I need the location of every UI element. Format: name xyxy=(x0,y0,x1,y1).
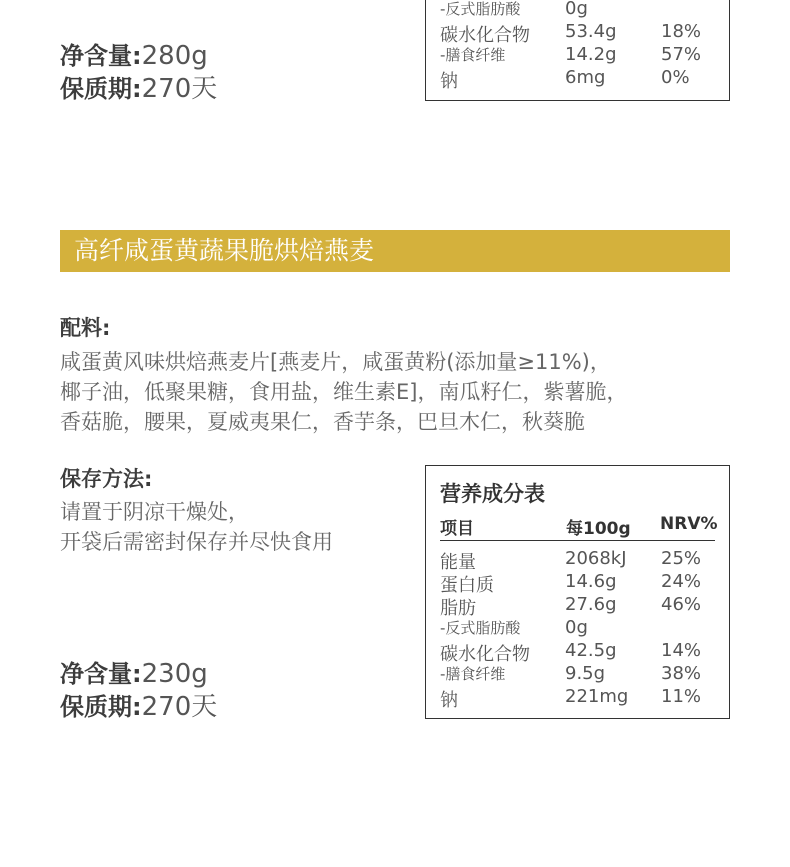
nutrient-name: 碳水化合物 xyxy=(440,644,530,665)
product-title-banner xyxy=(60,230,730,272)
top-net-weight-value: 280g xyxy=(141,41,208,71)
top-shelf-life xyxy=(60,73,217,105)
nutrient-nrv: 18% xyxy=(661,21,702,42)
shelf-life-label: 保质期: xyxy=(60,693,142,721)
nutrient-per100g: 221mg xyxy=(565,686,629,707)
nutrient-nrv: 11% xyxy=(661,686,702,707)
nutrient-name: 能量 xyxy=(440,552,476,573)
nutrient-per100g: 14.6g xyxy=(565,571,617,592)
nutrition-table-title: 营养成分表 xyxy=(440,482,545,506)
top-net-weight xyxy=(60,40,208,72)
shelf-life-value: 270天 xyxy=(141,692,218,722)
nutrient-per100g: 0g xyxy=(565,617,588,638)
storage-line: 开袋后需密封保存并尽快食用 xyxy=(60,530,333,554)
nutrition-header-per100g: 每100g xyxy=(566,519,631,539)
ingredients-line: 咸蛋黄风味烘焙燕麦片[燕麦片，咸蛋黄粉(添加量≥11%)， xyxy=(60,350,611,374)
ingredients-line: 香菇脆，腰果，夏威夷果仁，香芋条，巴旦木仁，秋葵脆 xyxy=(60,410,585,434)
nutrient-nrv: 57% xyxy=(661,44,702,65)
nutrient-nrv: 24% xyxy=(661,571,702,592)
nutrient-name: 蛋白质 xyxy=(440,575,494,596)
nutrient-nrv: 25% xyxy=(661,548,702,569)
nutrition-header-nrv: NRV% xyxy=(660,514,718,534)
nutrient-name: 碳水化合物 xyxy=(440,25,530,46)
nutrient-per100g: 6mg xyxy=(565,67,606,88)
ingredients-line: 椰子油，低聚果糖，食用盐，维生素E]，南瓜籽仁，紫薯脆， xyxy=(60,380,628,404)
top-shelf-life-value: 270天 xyxy=(141,74,218,104)
nutrient-per100g: 27.6g xyxy=(565,594,617,615)
nutrient-per100g: 2068kJ xyxy=(565,548,627,569)
net-weight-value: 230g xyxy=(141,659,208,689)
nutrient-name: 钠 xyxy=(440,71,458,92)
nutrient-per100g: 42.5g xyxy=(565,640,617,661)
nutrient-name: -膳食纤维 xyxy=(440,46,506,64)
ingredients-text xyxy=(60,347,627,437)
nutrient-nrv: 38% xyxy=(661,663,702,684)
product-title: 高纤咸蛋黄蔬果脆烘焙燕麦 xyxy=(74,236,375,265)
nutrient-name: 脂肪 xyxy=(440,598,476,619)
nutrient-name: -反式脂肪酸 xyxy=(440,619,521,637)
top-net-weight-label: 净含量: xyxy=(60,42,142,70)
storage-text xyxy=(60,497,333,557)
nutrition-header-divider xyxy=(440,540,715,541)
ingredients-label: 配料: xyxy=(60,316,111,340)
net-weight xyxy=(60,658,208,690)
nutrient-name: -膳食纤维 xyxy=(440,665,506,683)
net-weight-label: 净含量: xyxy=(60,660,142,688)
nutrient-per100g: 53.4g xyxy=(565,21,617,42)
nutrient-name: -反式脂肪酸 xyxy=(440,0,521,18)
nutrient-nrv: 14% xyxy=(661,640,702,661)
nutrient-per100g: 0g xyxy=(565,0,588,19)
nutrition-table xyxy=(425,465,730,719)
nutrition-header-item: 项目 xyxy=(440,519,474,539)
top-shelf-life-label: 保质期: xyxy=(60,75,142,103)
nutrient-per100g: 9.5g xyxy=(565,663,606,684)
nutrient-nrv: 46% xyxy=(661,594,702,615)
nutrient-nrv: 0% xyxy=(661,67,690,88)
storage-label: 保存方法: xyxy=(60,467,153,491)
nutrient-per100g: 14.2g xyxy=(565,44,617,65)
nutrient-name: 钠 xyxy=(440,690,458,711)
top-nutrition-table xyxy=(425,0,730,101)
shelf-life xyxy=(60,691,217,723)
storage-line: 请置于阴凉干燥处， xyxy=(60,500,249,524)
